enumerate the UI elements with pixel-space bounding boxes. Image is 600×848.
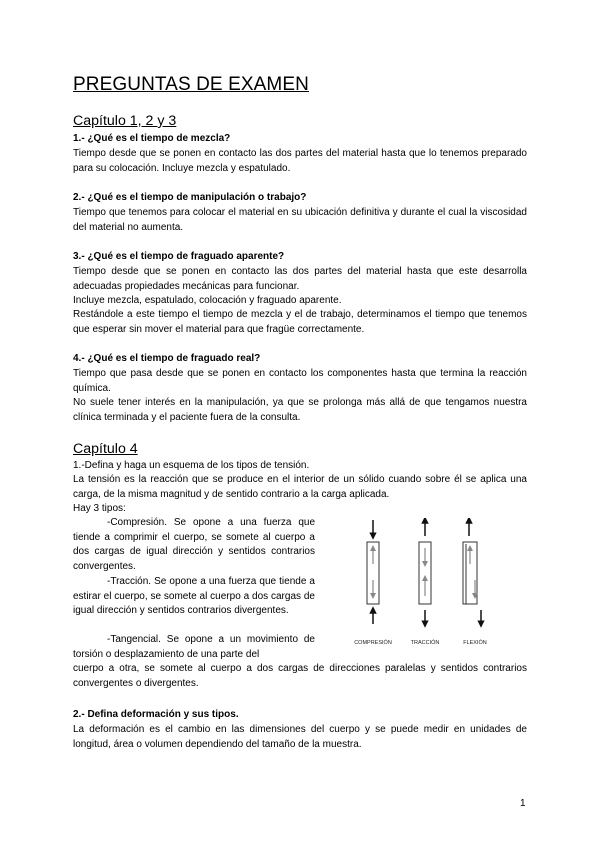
tension-diagram	[345, 518, 505, 650]
question-tension: 1.-Defina y haga un esquema de los tipos de tensión.	[73, 460, 310, 471]
answer-4-extra-1: No suele tener interés en la manipulación, ya que se prolonga más allá de que tengamos nuestra clínica terminada y el paciente fuera de la consulta.	[73, 397, 527, 423]
traccion-diagram	[419, 520, 431, 624]
question-2: 2.- ¿Qué es el tiempo de manipulación o trabajo?	[73, 192, 307, 203]
deformacion-definition: La deformación es el cambio en las dimensiones del cuerpo y se puede medir en unidades de longitud, área o volumen dependiendo del tamaño de la muestra.	[73, 724, 527, 750]
answer-4: Tiempo que pasa desde que se ponen en contacto los componentes hasta que termina la reacción química.	[73, 368, 527, 394]
page-number: 1	[520, 798, 526, 809]
answer-3-extra-1: Incluye mezcla, espatulado, colocación y fraguado aparente.	[73, 295, 342, 306]
figure-label-flexion: FLEXIÓN	[463, 640, 487, 646]
question-3: 3.- ¿Qué es el tiempo de fraguado aparente?	[73, 251, 285, 262]
chapter-heading-4: Capítulo 4	[73, 441, 138, 457]
figure-label-traccion: TRACCIÓN	[410, 640, 440, 646]
question-4: 4.- ¿Qué es el tiempo de fraguado real?	[73, 353, 261, 364]
type-tangencial-end: cuerpo a otra, se somete al cuerpo a dos cargas de direcciones paralelas y sentidos contrarios convergentes o divergentes.	[73, 663, 527, 689]
answer-1: Tiempo desde que se ponen en contacto las dos partes del material hasta que lo tenemos preparado para su colocación. Incluye mezcla y espatulado.	[73, 148, 527, 174]
flexion-diagram	[463, 520, 481, 624]
compresion-diagram	[367, 520, 379, 624]
chapter-heading-1: Capítulo 1, 2 y 3	[73, 113, 177, 129]
type-compresion: -Compresión. Se opone a una fuerza que tiende a comprimir el cuerpo, se somete al cuerpo a dos cargas de igual dirección y sentidos contrarios convergentes.	[73, 517, 315, 572]
tension-types-figure	[345, 518, 505, 650]
answer-3: Tiempo desde que se ponen en contacto las dos partes del material hasta que este desarrolla adecuadas propiedades mecánicas para funcionar.	[73, 266, 527, 292]
answer-3-extra-2: Restándole a este tiempo el tiempo de mezcla y el de trabajo, determinamos el tiempo que tenemos que esperar sin mover el material para que fragüe correctamente.	[73, 309, 527, 335]
tension-definition: La tensión es la reacción que se produce en el interior de un sólido cuando sobre él se aplica una carga, de la misma magnitud y de sentido contrario a la carga aplicada.	[73, 474, 527, 500]
type-traccion: -Tracción. Se opone a una fuerza que tiende a estirar el cuerpo, se somete al cuerpo a dos cargas de igual dirección y sentidos contrarios divergentes.	[73, 576, 315, 617]
question-deformacion: 2.- Defina deformación y sus tipos.	[73, 709, 239, 720]
figure-label-compresion: COMPRESIÓN	[354, 640, 392, 646]
answer-2: Tiempo que tenemos para colocar el material en su ubicación definitiva y durante el cual la viscosidad del material no aumenta.	[73, 207, 527, 233]
question-1: 1.- ¿Qué es el tiempo de mezcla?	[73, 133, 231, 144]
document-title: PREGUNTAS DE EXAMEN	[73, 74, 309, 95]
type-tangencial-start: -Tangencial. Se opone a un movimiento de torsión o desplazamiento de una parte del	[73, 634, 315, 660]
tension-types-intro: Hay 3 tipos:	[73, 503, 126, 514]
